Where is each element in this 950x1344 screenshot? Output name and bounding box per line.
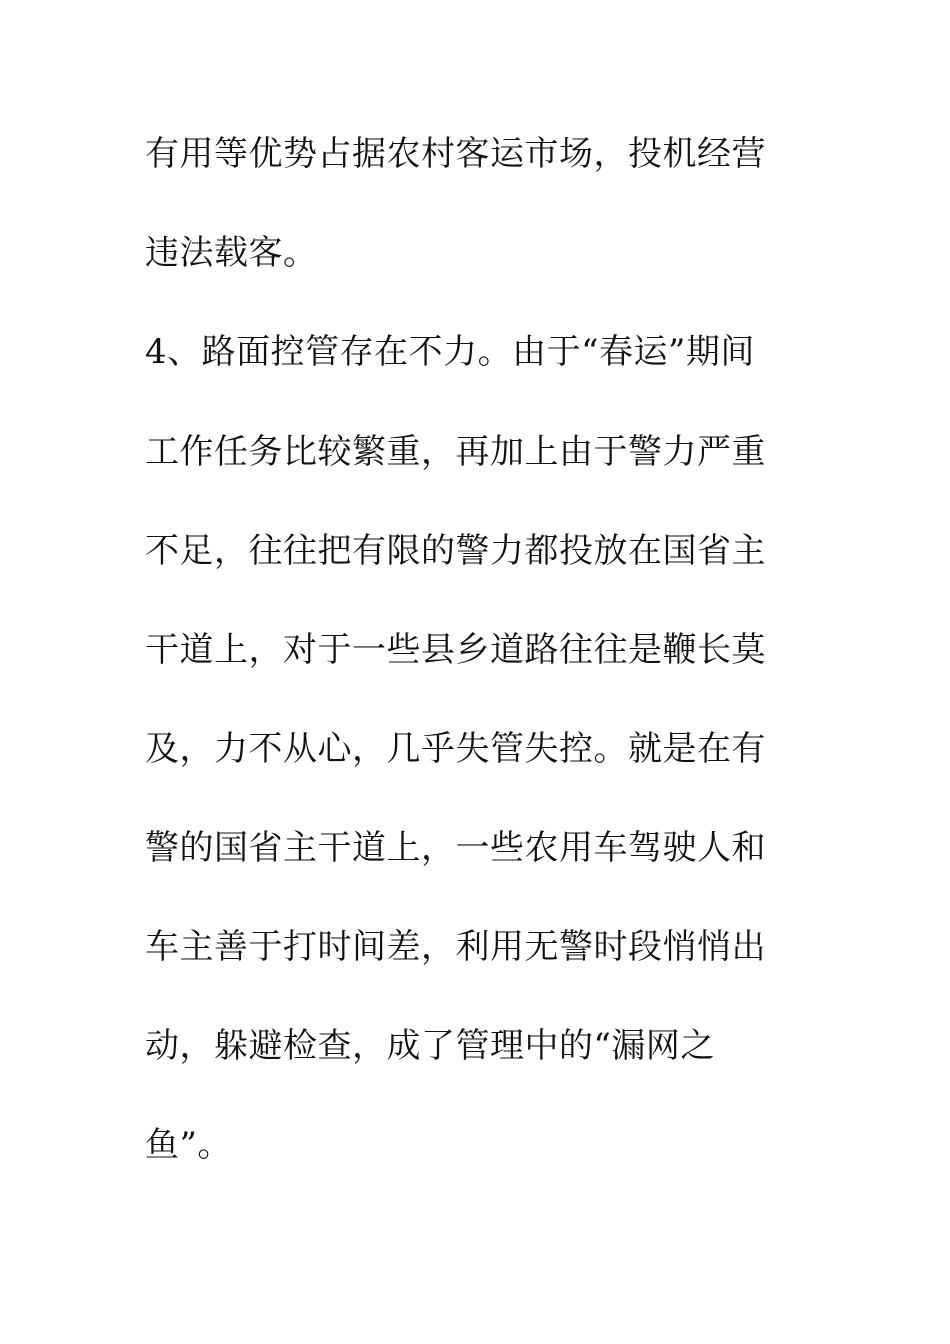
text-line: 车主善于打时间差，利用无警时段悄悄出 — [145, 927, 766, 967]
text-line: 及，力不从心，几乎失管失控。就是在有 — [145, 729, 766, 769]
text-line: 警的国省主干道上，一些农用车驾驶人和 — [145, 828, 766, 868]
text-line: 有用等优势占据农村客运市场，投机经营 — [145, 134, 766, 174]
text-line: 干道上，对于一些县乡道路往往是鞭长莫 — [145, 630, 766, 670]
text-line: 动，躲避检查，成了管理中的“漏网之 — [145, 1026, 715, 1066]
text-line: 违法载客。 — [145, 233, 318, 273]
text-line: 工作任务比较繁重，再加上由于警力严重 — [145, 432, 766, 472]
text-line: 不足，往往把有限的警力都投放在国省主 — [145, 531, 766, 571]
paragraph-heading-line: 4、路面控管存在不力。由于“春运”期间 — [145, 332, 755, 372]
text-line: 鱼”。 — [145, 1125, 232, 1165]
